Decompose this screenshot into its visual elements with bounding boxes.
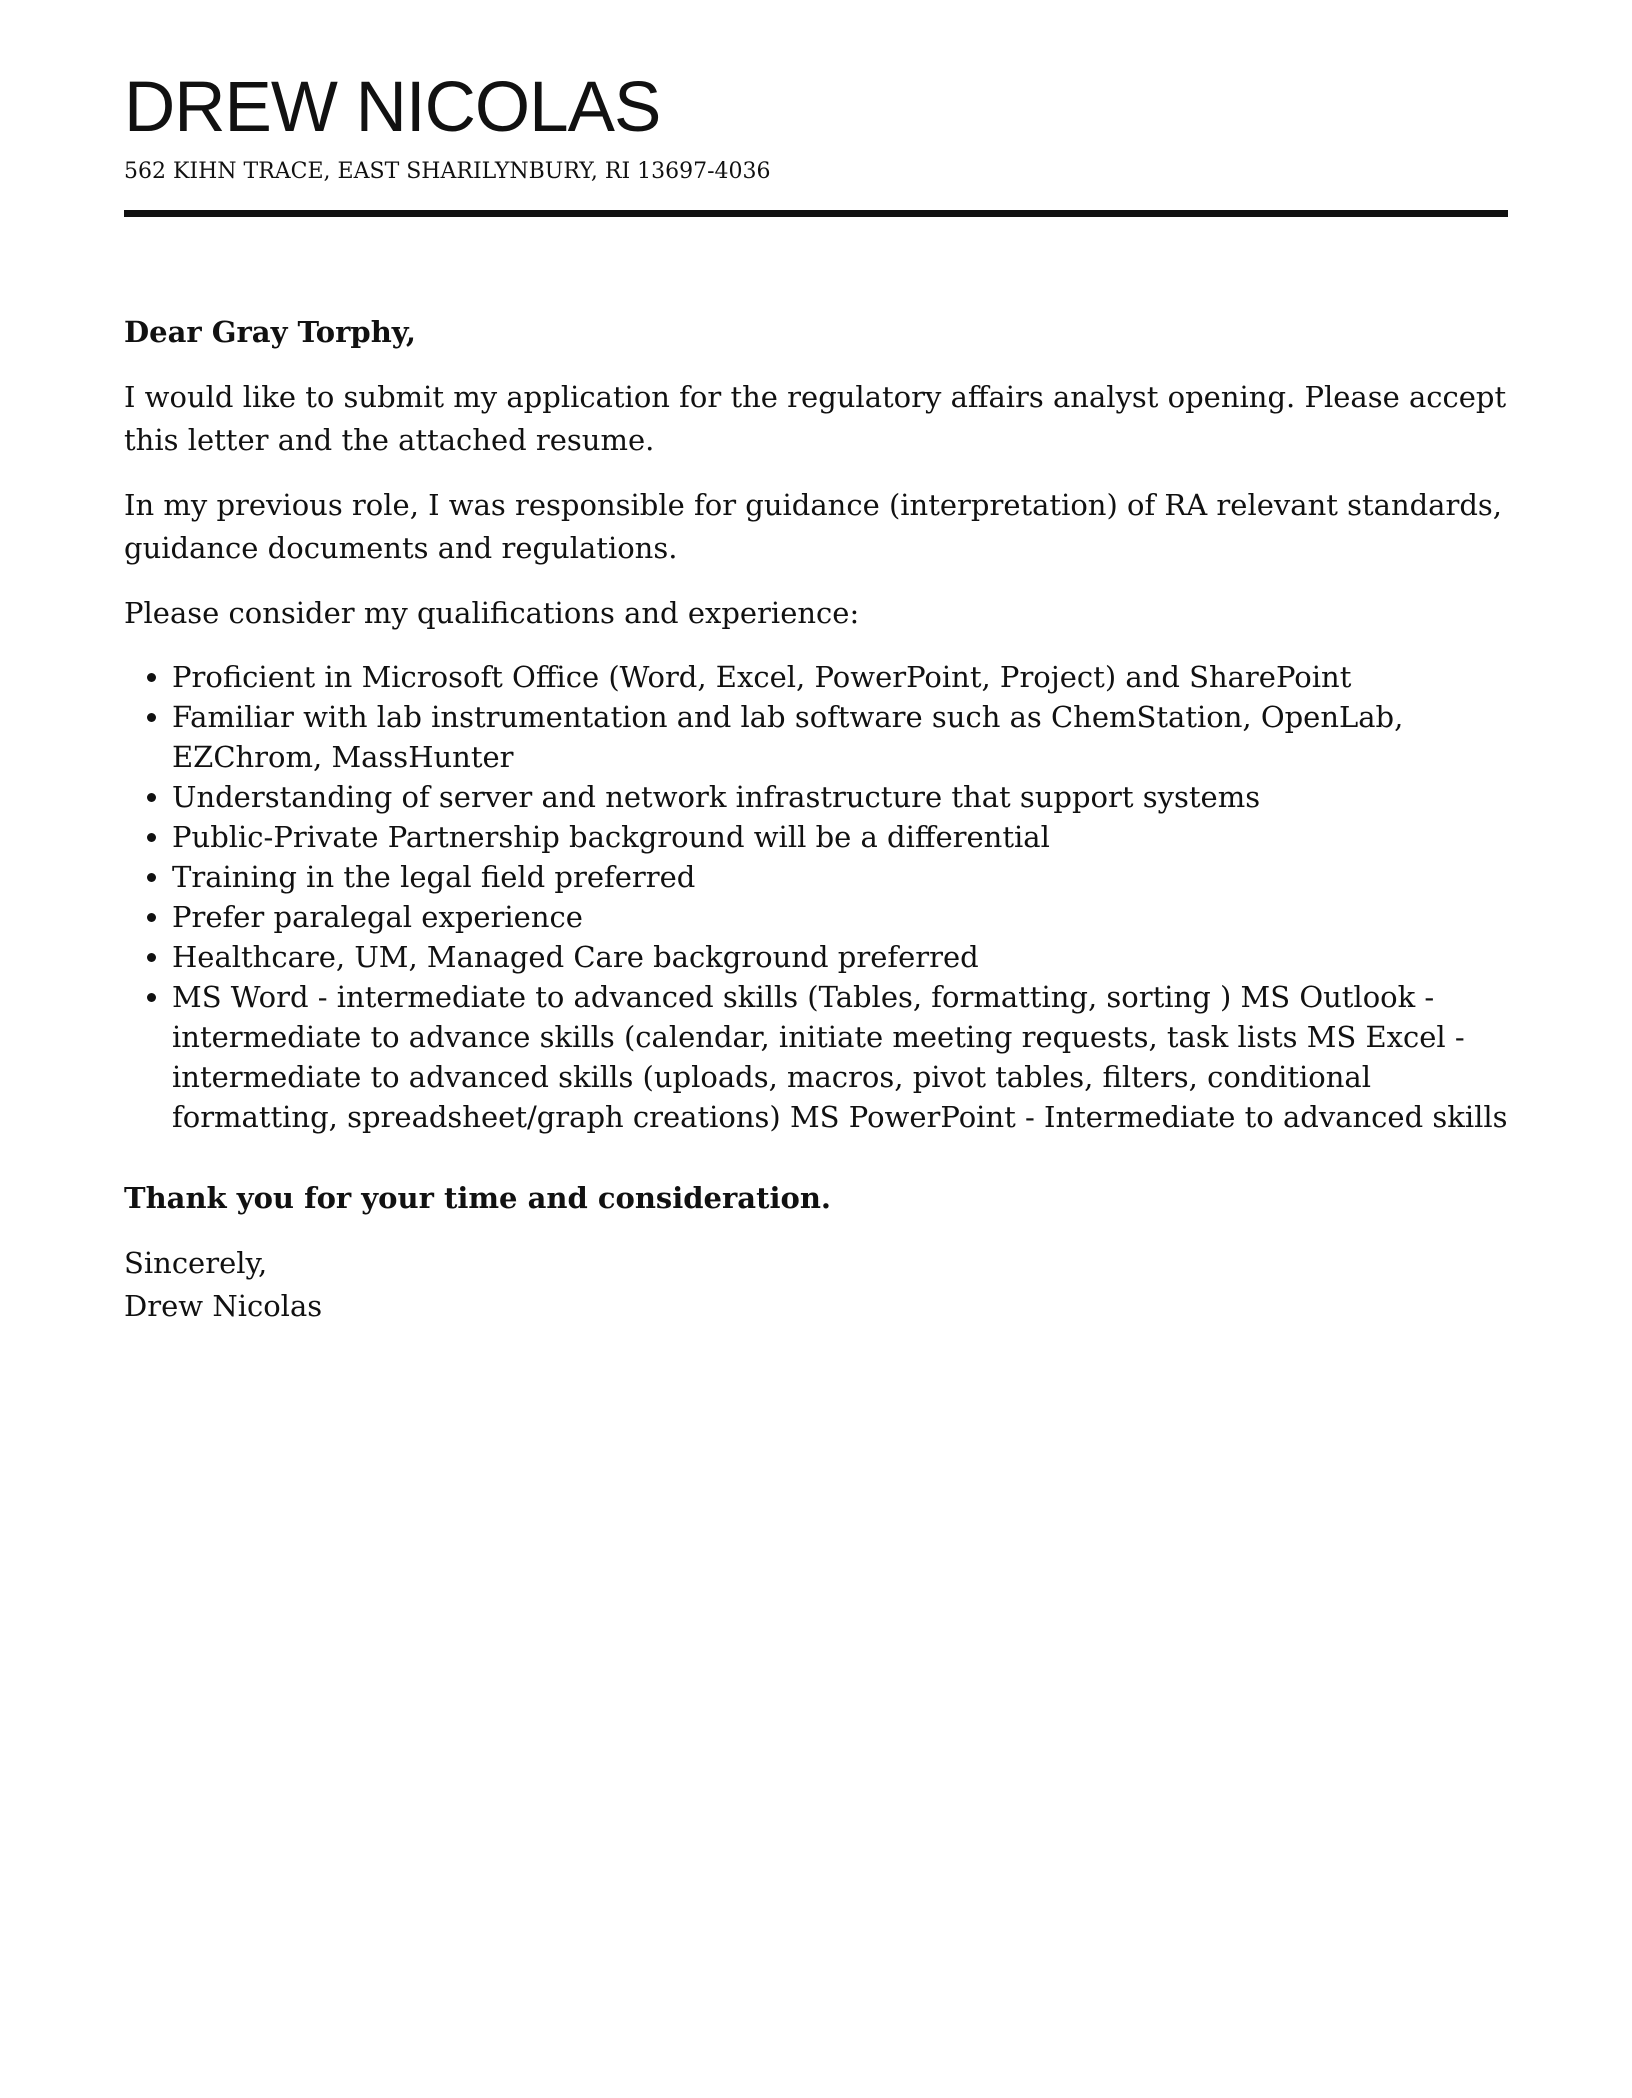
salutation: Dear Gray Torphy, <box>124 315 416 349</box>
applicant-name: DREW NICOLAS <box>124 68 661 147</box>
experience-paragraph: In my previous role, I was responsible for guidance (interpretation) of RA relevant standards, guidance documents and regulations. <box>124 488 1502 565</box>
list-item: • Prefer paralegal experience <box>172 897 1508 937</box>
qualifications-list <box>124 657 1508 1137</box>
list-item: • Proficient in Microsoft Office (Word, Excel, PowerPoint, Project) and SharePoint <box>172 657 1508 697</box>
applicant-address: 562 KIHN TRACE, EAST SHARILYNBURY, RI 13697-4036 <box>124 159 771 184</box>
list-item: • Understanding of server and network infrastructure that support systems <box>172 777 1508 817</box>
header-divider <box>124 210 1508 217</box>
list-item: • Healthcare, UM, Managed Care background preferred <box>172 937 1508 977</box>
list-item: • Training in the legal field preferred <box>172 857 1508 897</box>
list-item: • Public-Private Partnership background will be a differential <box>172 817 1508 857</box>
thank-you-line: Thank you for your time and consideration. <box>124 1181 832 1215</box>
signature: Drew Nicolas <box>124 1289 323 1323</box>
list-item: • MS Word - intermediate to advanced skills (Tables, formatting, sorting ) MS Outlook - intermediate to advance skills (calendar, initiate meeting requests, task lists MS Excel - intermediate to advanced skills (uploads, macros, pivot tables, filters, conditional formatting, spreadsheet/graph creations) MS PowerPoint - Intermediate to advanced skills <box>172 977 1508 1137</box>
list-item: • Familiar with lab instrumentation and lab software such as ChemStation, OpenLab, EZChrom, MassHunter <box>172 697 1508 777</box>
closing: Sincerely, <box>124 1246 268 1280</box>
cover-letter-page <box>124 0 1508 1328</box>
intro-paragraph: I would like to submit my application for the regulatory affairs analyst opening. Please accept this letter and the attached resume. <box>124 380 1507 457</box>
letter-body <box>124 311 1508 1328</box>
qualifications-intro: Please consider my qualifications and experience: <box>124 596 860 630</box>
